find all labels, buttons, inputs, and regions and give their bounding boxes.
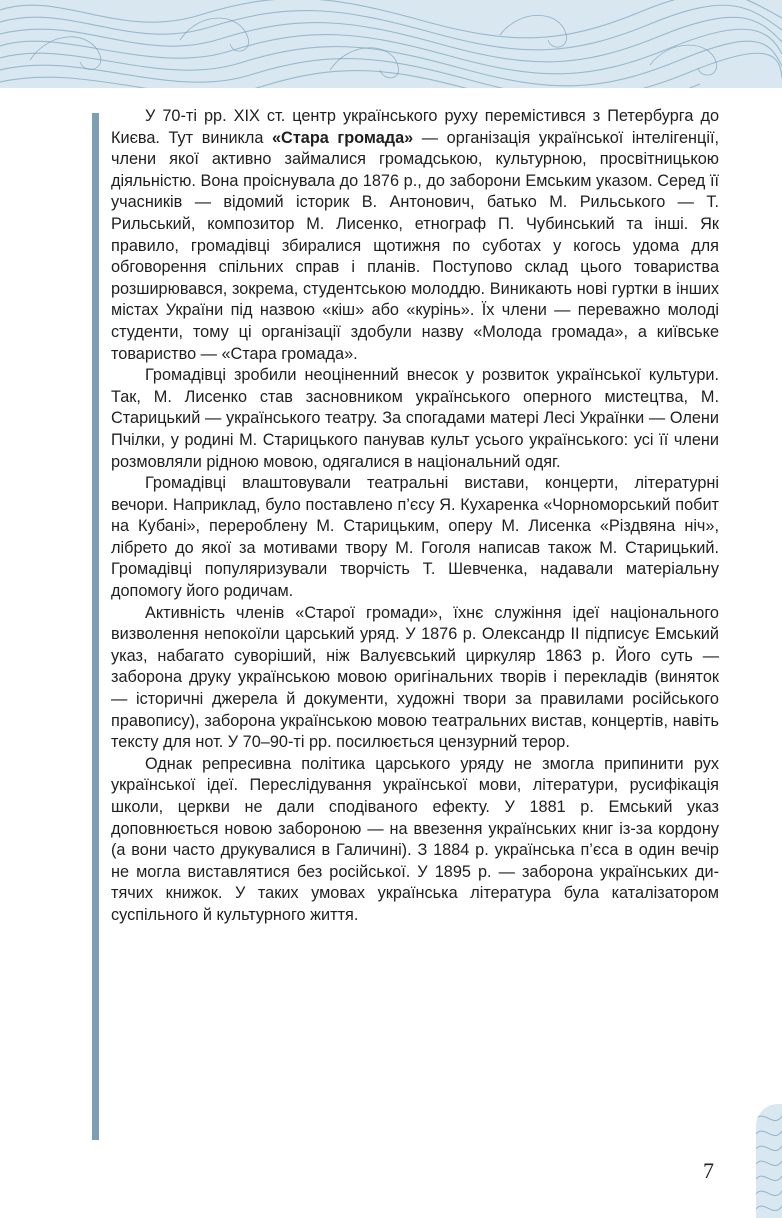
decorative-wave-banner	[0, 0, 782, 88]
main-text	[111, 106, 719, 927]
waves-icon	[0, 0, 782, 88]
paragraph: Однак репресивна політика царського уряду не змогла припинити рух української ідеї. Переслідування української мови, літератури, русифікація школи, церкви не дали сподіваного ефекту. У 1881 р. Емський указ доповнюється новою забороною — на ввезення українських книг із-за кордону (а вони часто друкувалися в Галичині). З 1884 р. українська п’єса в один вечір не могла виставлятися без російської. У 1895 р. — заборона українських дитячих книжок. У таких умовах українська література була каталізатором суспільного й культурного життя.	[111, 754, 719, 924]
paragraph-text: — організація української інтелігенції, члени якої активно займалися громадською, культурною, просвітницькою діяльністю. Вона проіснувала до 1876 р., до заборони Емським указом. Серед її учасників — відомий історик В. Антонович, батько М. Рильського — Т. Рильський, композитор М. Лисенко, етнограф П. Чубинський та інші. Як правило, громадівці збиралися щотижня по суботах у когось удома для обговорення спільних справ і планів. Поступово склад цього товариства розширювався, зокрема, студентською молоддю. Виникають нові гуртки в інших містах України під назвою «кіш» або «курінь». Їх члени — переважно молоді студенти, тому ці організації здобули назву «Молода громада», а київське товариство — «Стара громада».	[111, 128, 719, 363]
paragraph: Активність членів «Старої громади», їхнє служіння ідеї національного визволення непокоїли царський уряд. У 1876 р. Олександр ІІ підписує Емський указ, набагато суворіший, ніж Валуєвський циркуляр 1863 р. Його суть — заборона друку українською мовою оригінальних творів і перекладів (виняток — історичні джерела й документи, художні твори за правилами російського правопису), заборона українською мовою театральних вистав, концертів, навіть тексту для нот. У 70–90-ті рр. посилюється цензурний терор.	[111, 603, 719, 752]
paragraph: Громадівці влаштовували театральні вистави, концерти, літературні вечори. Наприклад, було поставлено п’єсу Я. Кухаренка «Чорноморський побит на Кубані», перероблену М. Старицьким, оперу М. Лисенка «Різдвяна ніч», лібрето до якої за мотивами твору М. Гоголя написав також М. Старицький. Громадівці популяризували творчість Т. Шевченка, надавали матеріальну допомогу його родичам.	[111, 474, 719, 601]
waves-corner-icon	[756, 1104, 782, 1218]
bold-term: «Стара громада»	[272, 128, 414, 147]
paragraph-text: У 70-ті рр. XIX ст. центр українського руху перемістився з Петербурга до Києва. Тут виникла	[111, 107, 719, 147]
decorative-corner-tab	[756, 1104, 782, 1218]
side-accent-bar	[92, 113, 99, 1140]
page-number: 7	[703, 1158, 714, 1183]
paragraph	[111, 106, 719, 365]
paragraph: Громадівці зробили неоціненний внесок у розвиток української культури. Так, М. Лисенко став засновником українського оперного мистецтва, М. Старицький — українського театру. За спогадами матері Лесі Українки — Олени Пчілки, у родині М. Старицького панував культ усього українського: усі її члени розмовляли рідною мовою, одягалися в національний одяг.	[111, 366, 719, 471]
